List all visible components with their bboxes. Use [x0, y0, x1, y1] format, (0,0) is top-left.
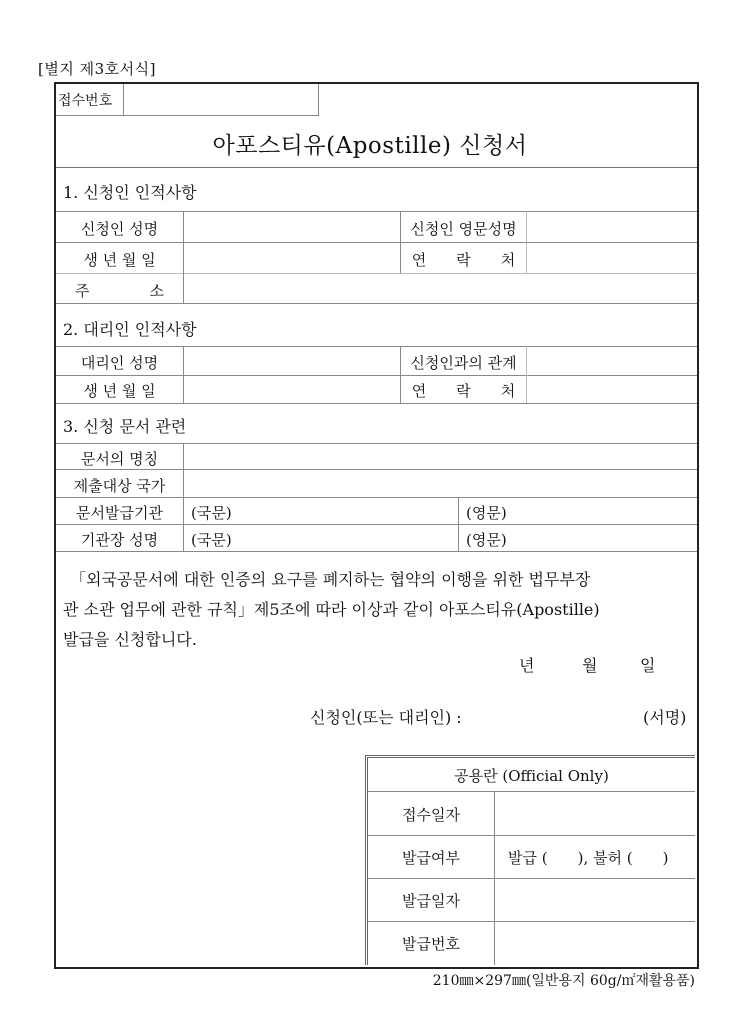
paper-spec-footer: 210㎜×297㎜(일반용지 60g/㎡재활용품): [432, 973, 695, 989]
destination-country-label: 제출대상 국가: [73, 477, 166, 495]
divider: [56, 167, 697, 168]
agent-name-field[interactable]: [184, 347, 400, 375]
agent-contact-label: 연 락 처: [411, 382, 516, 400]
applicant-english-name-label: 신청인 영문성명: [410, 220, 517, 238]
declaration-line-3: 발급을 신청합니다.: [63, 630, 197, 649]
agent-birthdate-field[interactable]: [184, 376, 400, 403]
relation-to-applicant-field[interactable]: [527, 347, 695, 375]
form-number-label: [별지 제3호서식]: [38, 60, 156, 78]
declaration-line-1: 「외국공문서에 대한 인증의 요구를 폐지하는 협약의 이행을 위한 법무부장: [70, 570, 591, 589]
agency-head-name-label: 기관장 성명: [80, 531, 159, 549]
section-2-heading: 2. 대리인 인적사항: [63, 320, 197, 339]
document-name-label: 문서의 명칭: [80, 450, 159, 468]
date-month-label: 월: [582, 656, 598, 675]
issuing-agency-label: 문서발급기관: [76, 504, 163, 522]
applicant-birthdate-label: 생 년 월 일: [83, 251, 156, 269]
official-use-heading: 공용란 (Official Only): [454, 767, 609, 785]
applicant-signature-label: 신청인(또는 대리인) :: [310, 708, 462, 727]
destination-country-field[interactable]: [184, 470, 695, 497]
official-receipt-date-label: 접수일자: [402, 806, 460, 824]
agency-head-korean-field[interactable]: (국문): [191, 531, 232, 549]
form-title: 아포스티유(Apostille) 신청서: [212, 133, 528, 159]
applicant-address-label: 주 소: [75, 282, 164, 300]
date-year-label: 년: [519, 656, 535, 675]
declaration-line-2: 관 소관 업무에 관한 규칙」제5조에 따라 이상과 같이 아포스티유(Apostille): [63, 600, 600, 619]
date-day-label: 일: [640, 656, 656, 675]
document-name-field[interactable]: [184, 444, 695, 469]
agency-head-english-field[interactable]: (영문): [466, 531, 507, 549]
issuing-agency-english-field[interactable]: (영문): [466, 504, 507, 522]
applicant-address-field[interactable]: [184, 274, 695, 303]
relation-to-applicant-label: 신청인과의 관계: [410, 354, 517, 372]
official-issue-number-field[interactable]: [495, 922, 695, 965]
applicant-english-name-field[interactable]: [527, 212, 695, 242]
official-issue-number-label: 발급번호: [402, 935, 460, 953]
divider: [368, 835, 695, 836]
section-1-heading: 1. 신청인 인적사항: [63, 183, 197, 202]
agent-name-label: 대리인 성명: [80, 354, 159, 372]
divider: [56, 303, 697, 304]
divider: [458, 497, 459, 551]
divider: [56, 551, 697, 552]
official-receipt-date-field[interactable]: [495, 792, 695, 835]
divider: [56, 524, 697, 525]
official-issue-status-label: 발급여부: [402, 849, 460, 867]
divider: [123, 84, 124, 115]
receipt-number-field[interactable]: [125, 85, 317, 115]
official-issue-date-field[interactable]: [495, 879, 695, 921]
applicant-contact-label: 연 락 처: [411, 251, 516, 269]
signature-mark-label: (서명): [643, 708, 687, 727]
official-issue-status-field[interactable]: 발급 ( ), 불허 ( ): [508, 849, 669, 867]
applicant-name-label: 신청인 성명: [80, 220, 159, 238]
agent-contact-field[interactable]: [527, 376, 695, 403]
divider: [56, 497, 697, 498]
applicant-name-field[interactable]: [184, 212, 400, 242]
issuing-agency-korean-field[interactable]: (국문): [191, 504, 232, 522]
receipt-number-label: 접수번호: [58, 93, 113, 109]
divider: [56, 403, 697, 404]
applicant-birthdate-field[interactable]: [184, 243, 400, 273]
section-3-heading: 3. 신청 문서 관련: [63, 417, 187, 436]
applicant-contact-field[interactable]: [527, 243, 695, 273]
agent-birthdate-label: 생 년 월 일: [83, 382, 156, 400]
signature-field[interactable]: [490, 700, 630, 728]
official-issue-date-label: 발급일자: [402, 892, 460, 910]
